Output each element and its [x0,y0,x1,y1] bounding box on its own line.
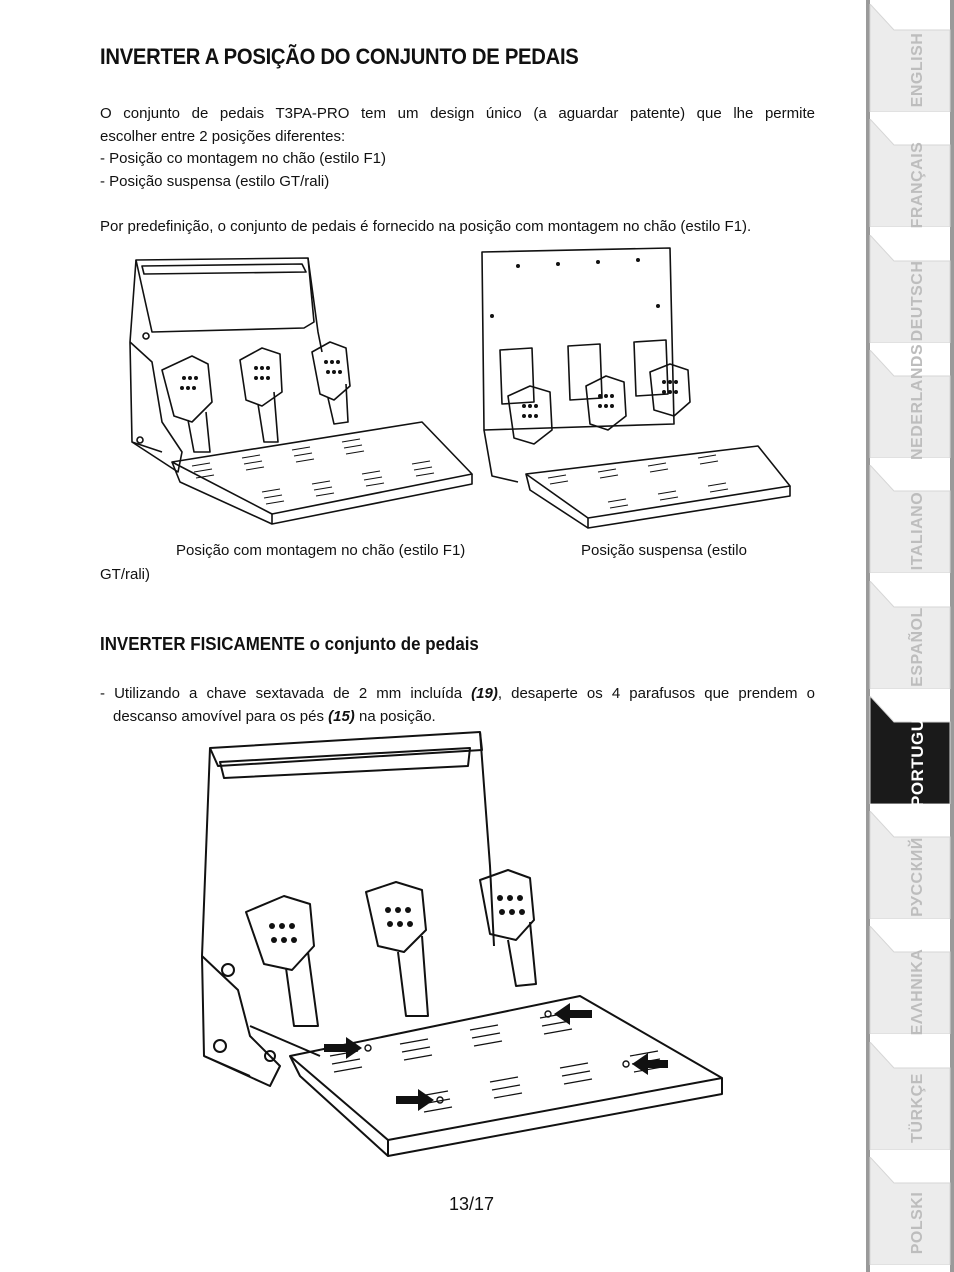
step-line-2 [100,706,815,729]
caption-suspended-continued: GT/rali) [100,566,150,583]
intro-paragraph [100,103,815,193]
tab-language-1[interactable] [866,119,954,227]
step-text: Utilizando a chave sextavada de 2 mm incluída [114,685,472,702]
step-paragraph [100,683,815,728]
tab-label: NEDERLANDS [909,343,926,460]
tab-label: FRANÇAIS [909,141,926,229]
tab-label: ESPAÑOL [909,606,926,687]
suspended-pedals-illustration [478,246,794,532]
tab-label: POLSKI [909,1191,926,1255]
tab-label: ΕΛΛΗΝΙΚΑ [909,949,926,1036]
intro-line: escolher entre 2 posições diferentes: [100,127,346,145]
page-number: 13/17 [449,1194,495,1214]
tab-language-9[interactable] [866,1042,954,1150]
tab-label: PORTUGUES [908,694,927,807]
tab-language-2[interactable] [866,235,954,343]
intro-line: O conjunto de pedais T3PA-PRO tem um design único (a aguardar patente) que lhe permite [100,105,815,122]
step-line-1 [100,683,815,706]
tab-language-5[interactable] [866,581,954,689]
floor-mounted-pedals-illustration [122,252,474,528]
intro-line: - Posição suspensa (estilo GT/rali) [100,172,330,190]
tab-language-10[interactable] [866,1157,954,1265]
step-text: , desaperte os 4 parafusos que prendem o [497,685,815,702]
tab-language-0[interactable] [866,4,954,112]
caption-floor-mounted: Posição com montagem no chão (estilo F1) [176,542,466,559]
step-ref-hex-key: (19) [471,685,498,702]
tab-language-3[interactable] [866,343,954,460]
step-bullet: - [100,685,115,702]
language-sidebar [866,0,954,1272]
tab-language-8[interactable] [866,926,954,1034]
intro-line: - Posição co montagem no chão (estilo F1) [100,150,386,167]
tab-label: TÜRKÇE [909,1072,926,1143]
step-text: na posição. [354,707,436,725]
step-ref-footrest: (15) [328,707,355,725]
default-position-text: Por predefinição, o conjunto de pedais é fornecido na posição com montagem no chão (estilo F1). [100,218,752,235]
tab-label: ENGLISH [909,32,926,108]
tab-label: DEUTSCH [909,260,926,342]
section-heading: INVERTER FISICAMENTE o conjunto de pedais [100,634,479,654]
tab-label: РУССКИЙ [909,837,926,917]
page-title: INVERTER A POSIÇÃO DO CONJUNTO DE PEDAIS [100,44,579,69]
tab-language-7[interactable] [866,811,954,919]
caption-suspended: Posição suspensa (estilo [581,542,747,559]
tab-language-6[interactable] [866,694,954,807]
step-text: descanso amovível para os pés [113,707,329,725]
tab-label: ITALIANO [909,492,926,571]
tab-language-4[interactable] [866,465,954,573]
footrest-screws-illustration [190,726,738,1166]
